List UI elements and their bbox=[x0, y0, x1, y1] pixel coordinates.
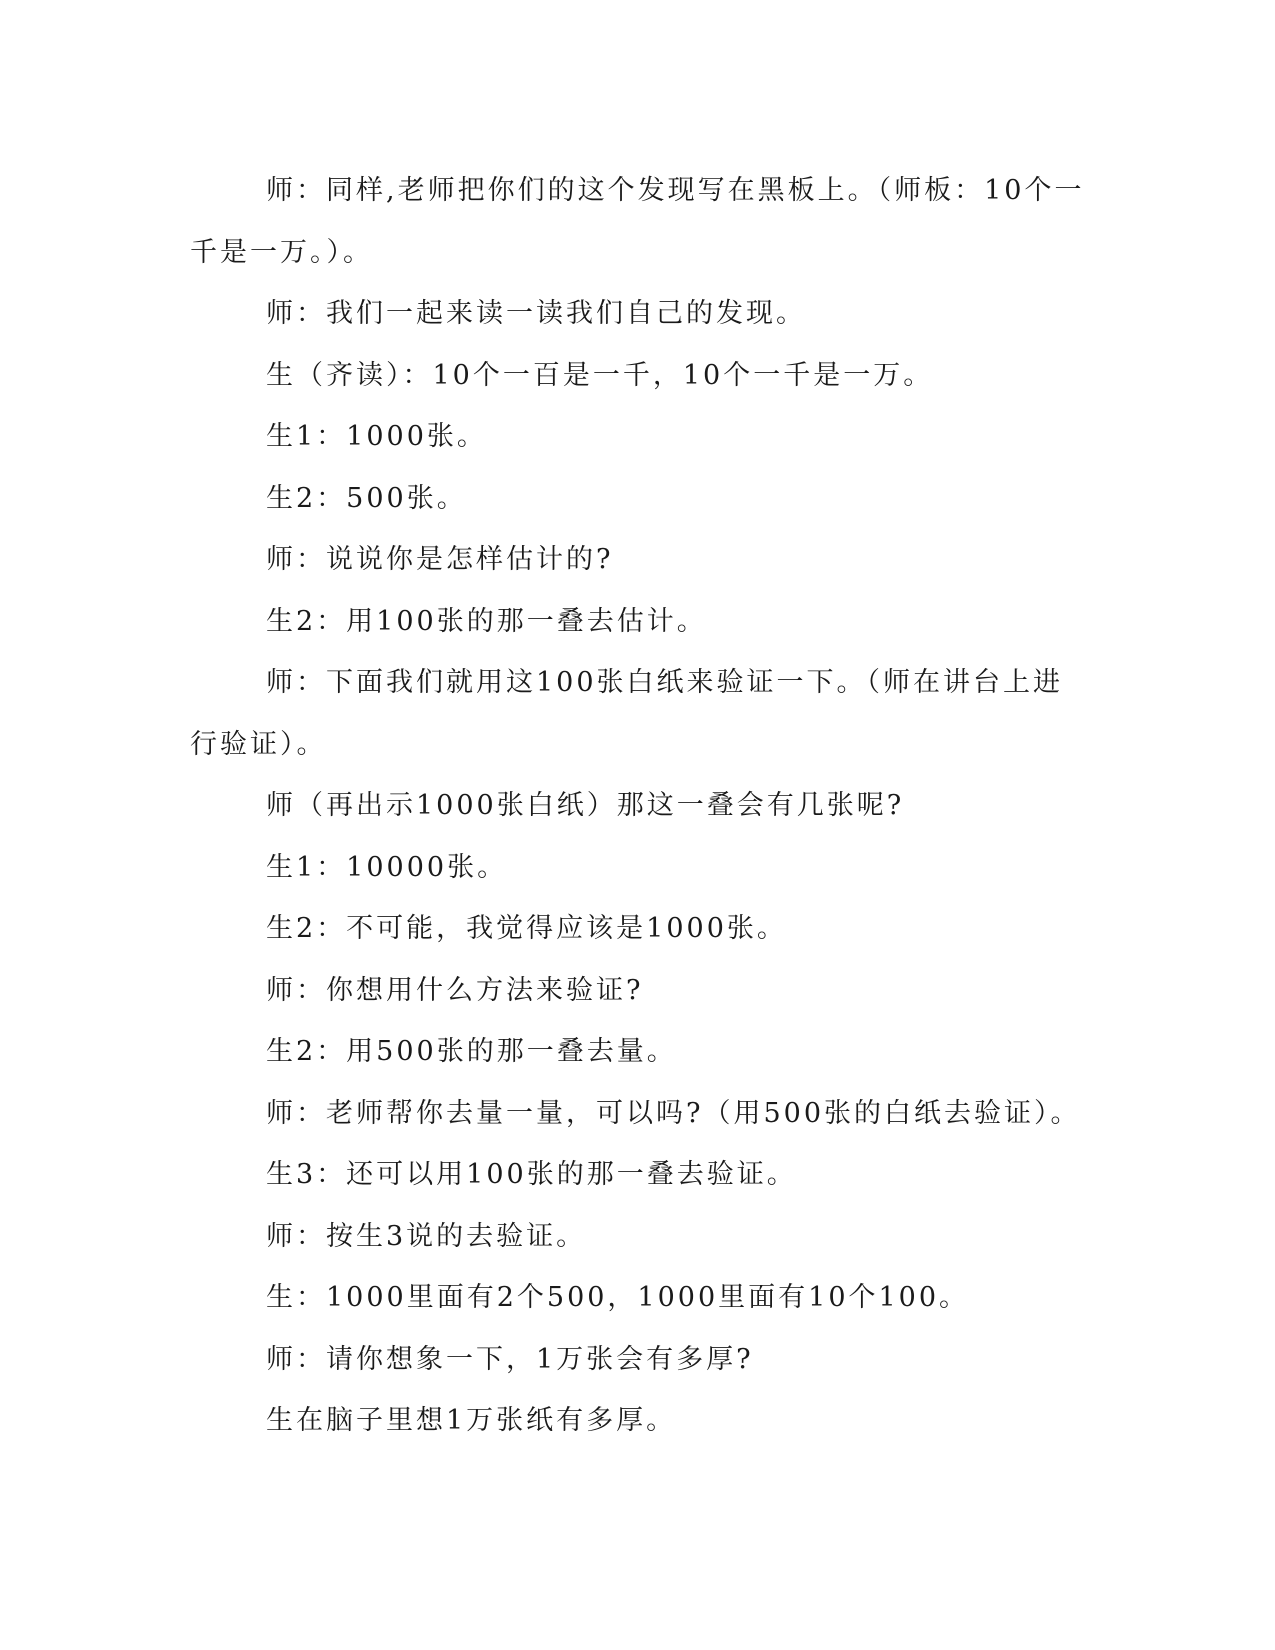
paragraph: 生2：用100张的那一叠去估计。 bbox=[266, 605, 707, 637]
paragraph: 生（齐读）：10个一百是一千，10个一千是一万。 bbox=[266, 359, 934, 391]
paragraph: 生2：不可能，我觉得应该是1000张。 bbox=[266, 913, 787, 944]
document-body bbox=[190, 160, 1085, 1452]
paragraph: 师：老师帮你去量一量，可以吗?（用500张的白纸去验证）。 bbox=[266, 1097, 1081, 1129]
paragraph: 师：按生3说的去验证。 bbox=[266, 1220, 587, 1252]
paragraph: 师：我们一起来读一读我们自己的发现。 bbox=[266, 298, 806, 329]
paragraph: 生1：10000张。 bbox=[266, 851, 508, 883]
paragraph: 生3：还可以用100张的那一叠去验证。 bbox=[266, 1159, 797, 1190]
paragraph: 师（再出示1000张白纸）那这一叠会有几张呢? bbox=[266, 790, 905, 821]
paragraph: 师：请你想象一下，1万张会有多厚? bbox=[266, 1343, 754, 1375]
paragraph: 生2：用500张的那一叠去量。 bbox=[266, 1036, 677, 1067]
paragraph: 师：你想用什么方法来验证? bbox=[266, 974, 644, 1006]
paragraph: 生在脑子里想1万张纸有多厚。 bbox=[266, 1405, 677, 1436]
paragraph: 师：同样,老师把你们的这个发现写在黑板上。（师板：10个一千是一万。）。 bbox=[190, 175, 1085, 268]
paragraph: 生：1000里面有2个500，1000里面有10个100。 bbox=[266, 1282, 970, 1313]
paragraph: 师：下面我们就用这100张白纸来验证一下。（师在讲台上进行验证）。 bbox=[190, 667, 1064, 760]
paragraph: 师：说说你是怎样估计的? bbox=[266, 544, 614, 575]
paragraph: 生1：1000张。 bbox=[266, 421, 487, 452]
paragraph: 生2：500张。 bbox=[266, 482, 467, 514]
